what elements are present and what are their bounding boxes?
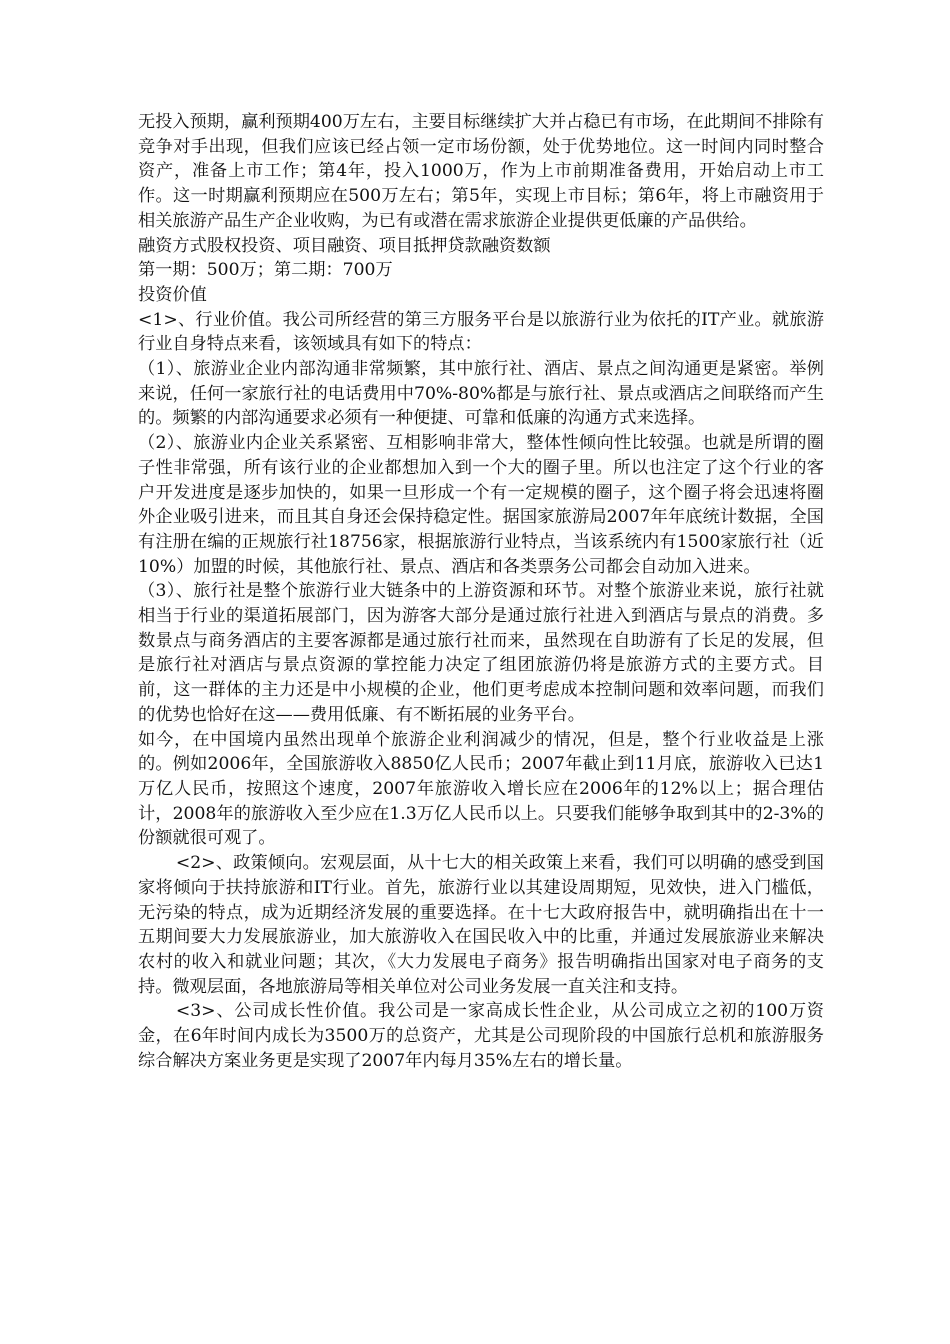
paragraph-point-2: （2）、旅游业内企业关系紧密、互相影响非常大，整体性倾向性比较强。也就是所谓的圈子性非常强，所有该行业的企业都想加入到一个大的圈子里。所以也注定了这个行业的客户开发进度是逐步加快的，如果一旦形成一个有一定规模的圈子，这个圈子将会迅速将圈外企业吸引进来，而且其自身还会保持稳定性。据国家旅游局2007年年底统计数据，全国有注册在编的正规旅行社18756家，根据旅游行业特点，当该系统内有1500家旅行社（近10%）加盟的时候，其他旅行社、景点、酒店和各类票务公司都会自动加入进来。 <box>138 433 824 577</box>
paragraph-industry-revenue: 如今，在中国境内虽然出现单个旅游企业利润减少的情况，但是，整个行业收益是上涨的。例如2006年，全国旅游收入8850亿人民币；2007年截止到11月底，旅游收入已达1万亿人民币，按照这个速度，2007年旅游收入增长应在2006年的12%以上；据合理估计，2008年的旅游收入至少应在1.3万亿人民币以上。只要我们能够争取到其中的2-3%的份额就很可观了。 <box>138 729 824 849</box>
paragraph-investment-plan: 无投入预期，赢利预期400万左右，主要目标继续扩大并占稳已有市场，在此期间不排除有竞争对手出现，但我们应该已经占领一定市场份额，处于优势地位。这一时间内同时整合资产，准备上市工作；第4年，投入1000万，作为上市前期准备费用，开始启动上市工作。这一时期赢利预期应在500万左右；第5年，实现上市目标；第6年，将上市融资用于相关旅游产品生产企业收购，为已有或潜在需求旅游企业提供更低廉的产品供给。 <box>138 112 824 231</box>
document-page <box>138 110 824 1073</box>
paragraph-financing-method: 融资方式股权投资、项目融资、项目抵押贷款融资数额 <box>138 235 551 256</box>
paragraph-company-growth: <3>、公司成长性价值。我公司是一家高成长性企业，从公司成立之初的100万资金，在6年时间内成长为3500万的总资产，尤其是公司现阶段的中国旅行总机和旅游服务综合解决方案业务更是实现了2007年内每月35%左右的增长量。 <box>138 1001 824 1071</box>
paragraph-point-1: （1）、旅游业企业内部沟通非常频繁，其中旅行社、酒店、景点之间沟通更是紧密。举例来说，任何一家旅行社的电话费用中70%-80%都是与旅行社、景点或酒店之间联络而产生的。频繁的内部沟通要求必须有一种便捷、可靠和低廉的沟通方式来选择。 <box>138 359 824 429</box>
paragraph-policy-orientation: <2>、政策倾向。宏观层面，从十七大的相关政策上来看，我们可以明确的感受到国家将倾向于扶持旅游和IT行业。首先，旅游行业以其建设周期短，见效快，进入门槛低，无污染的特点，成为近期经济发展的重要选择。在十七大政府报告中，就明确指出在十一五期间要大力发展旅游业，加大旅游收入在国民收入中的比重，并通过发展旅游业来解决农村的收入和就业问题；其次，《大力发展电子商务》报告明确指出国家对电子商务的支持。微观层面，各地旅游局等相关单位对公司业务发展一直关注和支持。 <box>138 853 824 997</box>
paragraph-point-3: （3）、旅行社是整个旅游行业大链条中的上游资源和环节。对整个旅游业来说，旅行社就相当于行业的渠道拓展部门，因为游客大部分是通过旅行社进入到酒店与景点的消费。多数景点与商务酒店的主要客源都是通过旅行社而来，虽然现在自助游有了长足的发展，但是旅行社对酒店与景点资源的掌控能力决定了组团旅游仍将是旅游方式的主要方式。目前，这一群体的主力还是中小规模的企业，他们更考虑成本控制问题和效率问题，而我们的优势也恰好在这——费用低廉、有不断拓展的业务平台。 <box>138 581 824 725</box>
paragraph-industry-value: <1>、行业价值。我公司所经营的第三方服务平台是以旅游行业为依托的IT产业。就旅游行业自身特点来看，该领域具有如下的特点： <box>138 309 824 355</box>
section-heading-investment-value: 投资价值 <box>138 284 207 305</box>
paragraph-financing-phases: 第一期：500万；第二期：700万 <box>138 260 393 281</box>
